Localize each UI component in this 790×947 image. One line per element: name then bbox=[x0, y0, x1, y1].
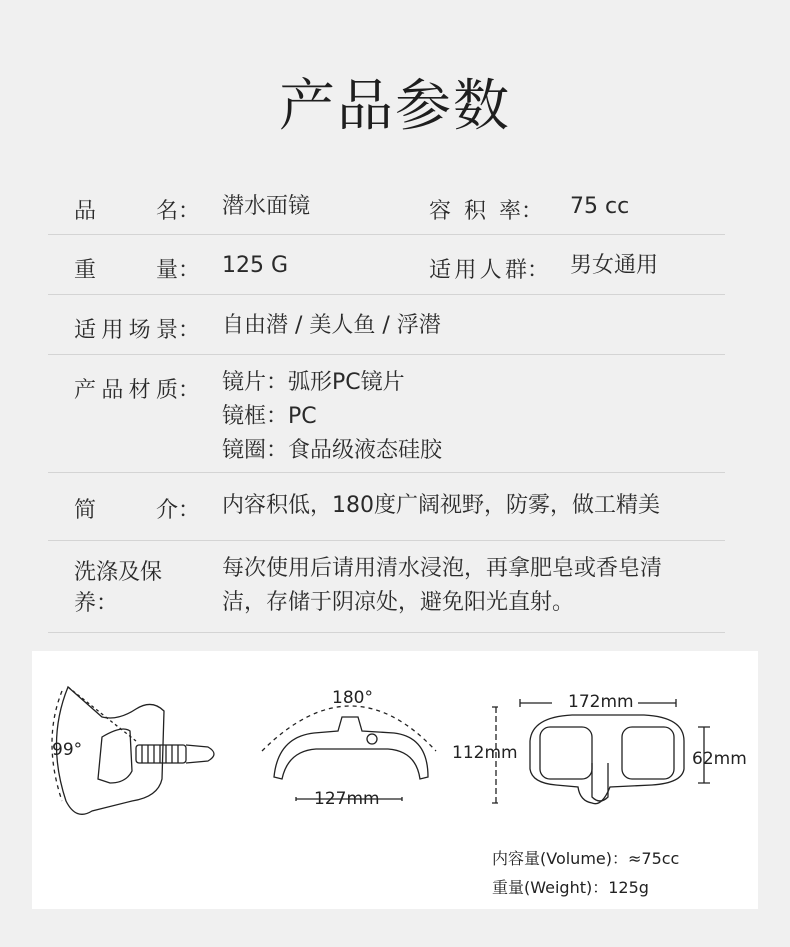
label-char: 材 bbox=[128, 378, 151, 403]
weight-info: 重量(Weight)：125g bbox=[492, 878, 649, 897]
label-crowd bbox=[429, 253, 549, 284]
label-care bbox=[74, 555, 200, 617]
dimension-diagram bbox=[32, 651, 758, 909]
value-name: 潜水面镜 bbox=[222, 194, 311, 219]
value-crowd: 男女通用 bbox=[570, 253, 659, 278]
front-width-label: 172mm bbox=[568, 692, 634, 712]
spec-table bbox=[48, 180, 725, 633]
label-char: 质： bbox=[155, 378, 200, 403]
label-text: 洗涤及保养： bbox=[74, 560, 163, 616]
value-weight: 125 G bbox=[222, 253, 289, 278]
volume-info: 内容量(Volume)：≈75cc bbox=[492, 849, 680, 868]
label-char: 品 bbox=[74, 199, 97, 224]
front-view-mask bbox=[530, 715, 684, 804]
label-char: 场 bbox=[128, 318, 151, 343]
label-char: 用 bbox=[454, 258, 477, 283]
material-skirt: 镜圈：食品级液态硅胶 bbox=[222, 438, 443, 463]
label-char: 人 bbox=[479, 258, 502, 283]
label-char: 品 bbox=[101, 378, 124, 403]
spec-row-material bbox=[48, 355, 725, 473]
label-char: 景： bbox=[155, 318, 200, 343]
label-char: 积 bbox=[463, 199, 486, 224]
label-char: 容 bbox=[429, 199, 452, 224]
front-height-label: 112mm bbox=[452, 743, 518, 763]
label-char: 重 bbox=[74, 258, 97, 283]
lens-height-label: 62mm bbox=[692, 749, 747, 769]
spec-row-scene bbox=[48, 295, 725, 355]
label-char: 产 bbox=[74, 378, 97, 403]
value-volume: 75 cc bbox=[570, 194, 630, 219]
material-frame: 镜框：PC bbox=[222, 404, 317, 429]
label-intro bbox=[74, 493, 200, 524]
top-width-label: 127mm bbox=[314, 789, 380, 809]
page-title: 产品参数 bbox=[279, 74, 511, 139]
label-scene bbox=[74, 313, 200, 344]
value-intro: 内容积低，180度广阔视野，防雾，做工精美 bbox=[222, 493, 660, 518]
care-line-1: 每次使用后请用清水浸泡，再拿肥皂或香皂清 bbox=[222, 556, 663, 581]
spec-row-name bbox=[48, 180, 725, 235]
dimension-drawing bbox=[32, 651, 758, 909]
spec-row-care bbox=[48, 541, 725, 633]
label-char: 率： bbox=[498, 199, 543, 224]
top-angle-label: 180° bbox=[332, 688, 373, 708]
label-char: 名： bbox=[155, 199, 200, 224]
value-care bbox=[222, 552, 662, 620]
label-char: 群： bbox=[504, 258, 549, 283]
top-view-mask bbox=[274, 717, 428, 779]
label-name bbox=[74, 194, 200, 225]
care-line-2: 洁，存储于阴凉处，避免阳光直射。 bbox=[222, 590, 575, 615]
spec-row-weight bbox=[48, 235, 725, 295]
side-angle-label: 99° bbox=[52, 740, 83, 760]
value-scene: 自由潜 / 美人鱼 / 浮潜 bbox=[222, 313, 441, 338]
label-weight bbox=[74, 253, 200, 284]
label-char: 适 bbox=[74, 318, 97, 343]
label-volume bbox=[429, 194, 543, 225]
value-material bbox=[222, 366, 442, 468]
spec-row-intro bbox=[48, 473, 725, 541]
label-char: 适 bbox=[429, 258, 452, 283]
material-lens: 镜片：弧形PC镜片 bbox=[222, 370, 405, 395]
label-char: 用 bbox=[101, 318, 124, 343]
label-char: 介： bbox=[155, 498, 200, 523]
label-char: 量： bbox=[155, 258, 200, 283]
label-material bbox=[74, 373, 200, 404]
label-char: 简 bbox=[74, 498, 97, 523]
